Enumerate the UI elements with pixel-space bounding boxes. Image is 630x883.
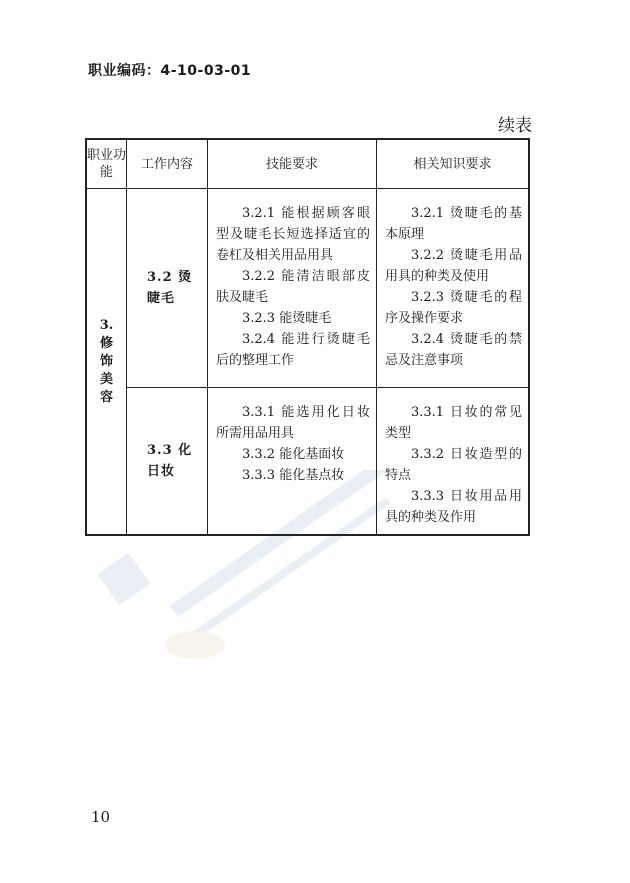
function-line: 3. [99, 317, 114, 333]
skills-table [85, 138, 530, 536]
skills-cell [208, 189, 377, 388]
knowledge-item: 3.2.4 烫睫毛的禁忌及注意事项 [385, 332, 522, 368]
skill-item: 3.2.2 能清洁眼部皮肤及睫毛 [216, 269, 370, 305]
skill-item: 3.3.2 能化基面妆 [242, 447, 345, 462]
skill-item: 3.2.4 能进行烫睫毛后的整理工作 [216, 332, 370, 368]
header-work-content: 工作内容 [127, 139, 208, 189]
header-knowledge-requirements: 相关知识要求 [377, 139, 530, 189]
knowledge-item: 3.3.1 日妆的常见类型 [385, 405, 522, 441]
occupation-code: 职业编码：4-10-03-01 [88, 63, 252, 79]
skill-item: 3.2.1 能根据顾客眼型及睫毛长短选择适宜的卷杠及相关用品用具 [216, 206, 370, 263]
knowledge-item: 3.2.3 烫睫毛的程序及操作要求 [385, 290, 522, 326]
knowledge-item: 3.2.2 烫睫毛用品用具的种类及使用 [385, 248, 522, 284]
header-skill-requirements: 技能要求 [208, 139, 377, 189]
work-content-cell: 3.2 烫睫毛 [127, 189, 208, 388]
function-line: 修 [99, 335, 113, 351]
knowledge-item: 3.3.3 日妆用品用具的种类及作用 [385, 489, 522, 525]
page-number: 10 [91, 808, 111, 826]
table-row [86, 189, 529, 388]
knowledge-cell [377, 388, 530, 536]
skill-item: 3.2.3 能烫睫毛 [242, 311, 332, 326]
continued-label: 续表 [498, 116, 532, 136]
skill-item: 3.3.3 能化基点妆 [242, 468, 345, 483]
knowledge-cell [377, 189, 530, 388]
function-line: 容 [99, 389, 113, 405]
function-line: 饰 [99, 353, 113, 369]
knowledge-item: 3.2.1 烫睫毛的基本原理 [385, 206, 522, 242]
table-header-row [86, 139, 529, 189]
function-line: 美 [99, 371, 113, 387]
function-cell [86, 189, 127, 536]
header-function: 职业功能 [86, 139, 127, 189]
skill-item: 3.3.1 能选用化日妆所需用品用具 [216, 405, 370, 441]
knowledge-item: 3.3.2 日妆造型的特点 [385, 447, 522, 483]
table-row [86, 388, 529, 536]
skills-cell [208, 388, 377, 536]
work-content-cell: 3.3 化日妆 [127, 388, 208, 536]
